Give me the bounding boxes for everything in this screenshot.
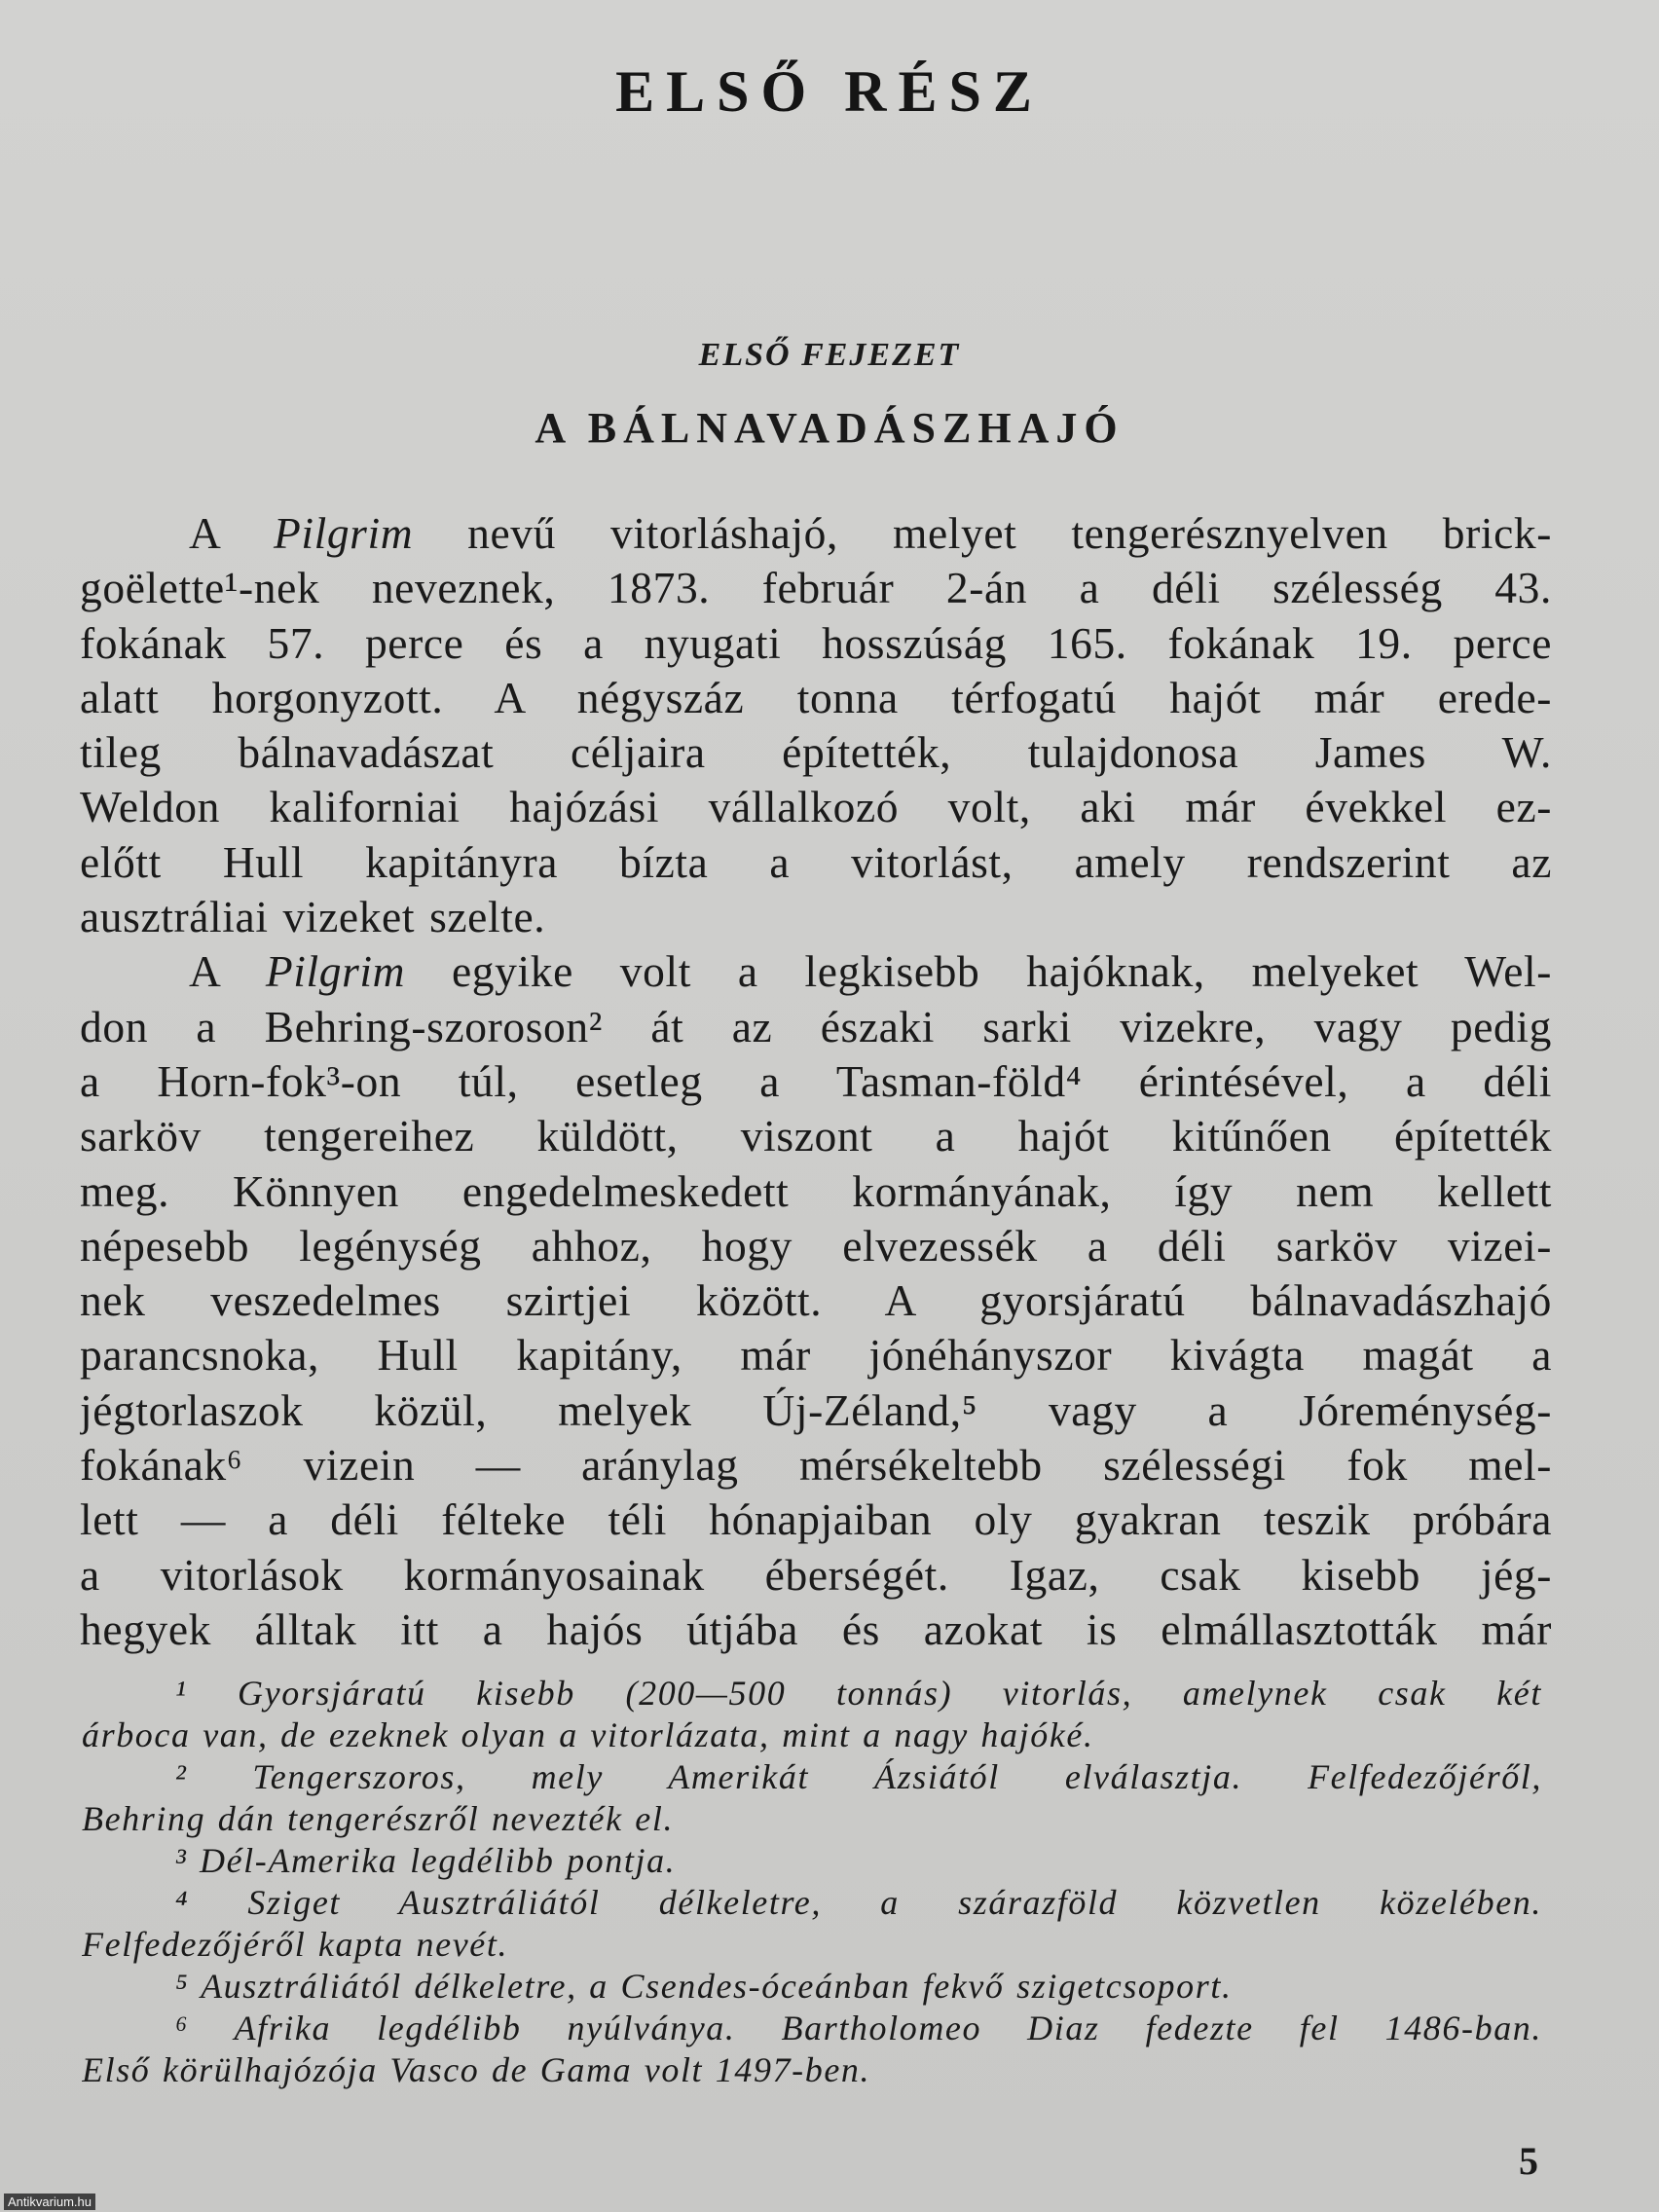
- paragraph-line: A Pilgrim egyike volt a legkisebb hajóknak, melyeket Wel-: [189, 946, 1552, 997]
- body-text: [80, 506, 1552, 1657]
- paragraph-line: hegyek álltak itt a hajós útjába és azokat is elmállasztották már: [80, 1604, 1552, 1654]
- footnote-4-cont: Felfedezőjéről kapta nevét.: [82, 1925, 509, 1964]
- paragraph-line: alatt horgonyzott. A négyszáz tonna térfogatú hajót már erede-: [80, 672, 1552, 722]
- paragraph-line: sarköv tengereihez küldött, viszont a hajót kitűnően építették: [80, 1111, 1552, 1161]
- footnote-5: ⁵ Ausztráliától délkeletre, a Csendes-óceánban fekvő szigetcsoport.: [175, 1967, 1233, 2006]
- paragraph-line: fokának 57. perce és a nyugati hosszúság 165. fokának 19. perce: [80, 617, 1552, 668]
- footnote-6: ⁶ Afrika legdélibb nyúlványa. Bartholomeo Diaz fedezte fel 1486-ban.: [175, 2009, 1542, 2047]
- footnote-2: ² Tengerszoros, mely Amerikát Ázsiától elválasztja. Felfedezőjéről,: [175, 1757, 1542, 1796]
- paragraph-line: előtt Hull kapitányra bízta a vitorlást, amely rendszerint az: [80, 836, 1552, 887]
- footnote-3: ³ Dél-Amerika legdélibb pontja.: [175, 1841, 677, 1880]
- part-title: ELSŐ RÉSZ: [615, 59, 1044, 124]
- paragraph-line: jégtorlaszok közül, melyek Új-Zéland,⁵ vagy a Jóreménység-: [80, 1384, 1552, 1435]
- ship-name: Pilgrim: [265, 946, 406, 997]
- chapter-label: ELSŐ FEJEZET: [698, 337, 961, 373]
- paragraph-line: fokának⁶ vizein — aránylag mérsékeltebb szélességi fok mel-: [80, 1440, 1552, 1491]
- paragraph-line: ausztráliai vizeket szelte.: [80, 892, 546, 942]
- paragraph-line: Weldon kaliforniai hajózási vállalkozó volt, aki már évekkel ez-: [80, 782, 1552, 832]
- paragraph-line: parancsnoka, Hull kapitány, már jónéhányszor kivágta magát a: [80, 1330, 1552, 1381]
- footnote-6-cont: Első körülhajózója Vasco de Gama volt 1497-ben.: [82, 2050, 871, 2089]
- paragraph-line: lett — a déli félteke téli hónapjaiban oly gyakran teszik próbára: [80, 1494, 1552, 1545]
- paragraph-line: don a Behring-szoroson² át az északi sarki vizekre, vagy pedig: [80, 1001, 1552, 1051]
- ship-name: Pilgrim: [273, 508, 414, 558]
- paragraph-line: népesebb legénység ahhoz, hogy elvezessék a déli sarköv vizei-: [80, 1220, 1552, 1271]
- paragraph-line: a Horn-fok³-on túl, esetleg a Tasman-föld⁴ érintésével, a déli: [80, 1055, 1552, 1106]
- page-number: 5: [1519, 2139, 1538, 2183]
- paragraph-line: tileg bálnavadászat céljaira építették, tulajdonosa James W.: [80, 727, 1552, 778]
- paragraph-line: A Pilgrim nevű vitorláshajó, melyet tengerésznyelven brick-: [189, 508, 1552, 558]
- paragraph-line: nek veszedelmes szirtjei között. A gyorsjáratú bálnavadászhajó: [80, 1275, 1552, 1326]
- paragraph-line: meg. Könnyen engedelmeskedett kormányának, így nem kellett: [80, 1165, 1552, 1216]
- footnote-2-cont: Behring dán tengerészről nevezték el.: [82, 1799, 675, 1838]
- watermark: Antikvarium.hu: [4, 2194, 95, 2210]
- paragraph-line: goëlette¹-nek neveznek, 1873. február 2-án a déli szélesség 43.: [80, 563, 1552, 613]
- footnote-1-cont: árboca van, de ezeknek olyan a vitorlázata, mint a nagy hajóké.: [82, 1715, 1094, 1754]
- chapter-title: A BÁLNAVADÁSZHAJÓ: [535, 404, 1124, 452]
- footnote-1: ¹ Gyorsjáratú kisebb (200—500 tonnás) vitorlás, amelynek csak két: [175, 1674, 1542, 1713]
- footnotes: [82, 1673, 1542, 2091]
- footnote-4: ⁴ Sziget Ausztráliától délkeletre, a szárazföld közvetlen közelében.: [175, 1883, 1542, 1922]
- paragraph-line: a vitorlások kormányosainak éberségét. Igaz, csak kisebb jég-: [80, 1549, 1552, 1600]
